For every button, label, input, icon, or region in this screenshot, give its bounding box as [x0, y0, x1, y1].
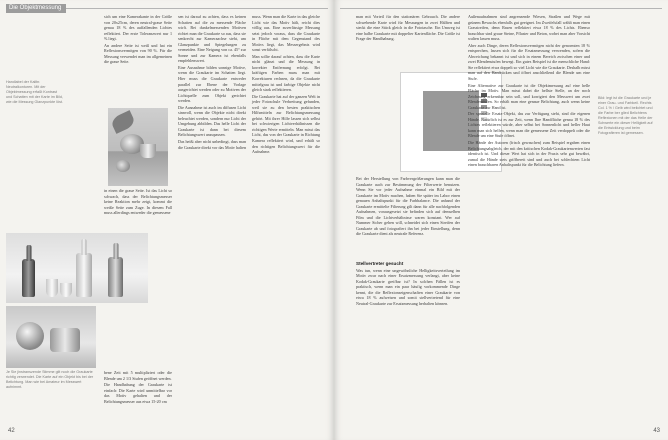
paragraph: Aber auch Dinge, deren Reflexionsvermögen nicht der genormten 18 % entsprechen, lassen sich für die Ersatzmessung verwenden, sofern die Abweichung bekannt ist und sich in einem Bereich zwischen einer und zwei Blendenstufen bewegt. Ein gutes Beispiel ist die menschliche Hand: Sie reflektiert etwa doppelt so viel Licht wie die Graukarte. Deshalb misst man auf den Handrücken und öffnet anschließend die Blende um eine Stufe. — [468, 42, 590, 82]
paragraph: Eine Alternative zur Graukarte ist die Objektmessung auf eine helle Fläche im Motiv. Man misst dabei die hellste Stelle, an der noch Zeichnung erkennbar sein soll, und korrigiert den Messwert um zwei Blendenstufen. So erhält man eine genaue Belichtung, auch wenn keine Graukarte zur Hand ist. — [468, 82, 590, 110]
text-column-1-top — [356, 14, 460, 64]
glass-shape — [60, 283, 72, 297]
bottle-shape — [76, 253, 92, 297]
paragraph: in einen die graue Seite. Ist das Licht so schwach, dass der Belichtungsmesser keine Reaktion mehr zeigt, kommt die weiße Seite zum Zuge. In diesem Fall muss allerdings entweder die gemessene — [104, 188, 172, 216]
bottle-shape — [22, 259, 35, 297]
glass-shape — [46, 279, 58, 297]
fruit-shape — [116, 160, 130, 172]
bottle-shape — [108, 257, 123, 297]
page-number: 42 — [8, 428, 15, 434]
text-column-2 — [178, 14, 320, 428]
round-object-shape — [16, 322, 44, 350]
running-head — [6, 4, 66, 13]
paragraph: sen ist darauf zu achten, dass es keinen Schatten auf die zu messende Fläche wirft. Bei dunkelmessenden Motiven richtet man die Graukarte so aus, dass sie senkrecht zur Kameraachse steht, um Glanzpunkte und Spiegelungen zu vermeiden. Eine Neigung von ca. 45° zur Sonne und zur Kamera ist ebenfalls empfehlenswert. — [178, 14, 246, 64]
paragraph: Was tun, wenn eine ungewöhnliche Helligkeitsverteilung im Motiv zwar nach einer Ersatzmessung verlangt, aber keine Kodak-Graukarte greifbar ist? In solchen Fällen ist es praktisch, wenn man ein paar häufig vorkommende Dinge kennt, die die Reflexionseigenschaften einer Graukarte von etwa 18 % aufweisen und somit stellvertretend für eine Neutral-Graukarte zur Ersatzmessung herhalten können. — [356, 267, 460, 306]
text-column-1-top — [104, 14, 172, 104]
paragraph: Außenaufnahmen sind angrenzende Wiesen, Straßen und Wege mit grünem Bewuchs ebenfalls gut geeignet. Im Zweifelsfall wählt man einen Grasstreifen, denn Rasen reflektiert etwa 18 % des Lichts. Ebenso brauchbar sind graue Steine, Pflaster und Beton, wobei man aber Vorsicht walten lassen muss. — [468, 14, 590, 42]
paragraph: Die Ausnahme ist auch im diffusen Licht sinnvoll, wenn die Objekte nicht direkt beleuchtet werden, sondern nur Licht der Umgebung abbilden. Das helle Licht der Graukarte ist dann bei diesem Belichtungswert anzupassen. — [178, 104, 246, 138]
paragraph: Das heißt aber nicht unbedingt, dass man die Graukarte direkt vor das Motiv halten muss. Wenn man die Karte in das gleiche Licht wie das Motiv hält, reicht dies völlig aus. Eine zuverlässige Messung setzt jedoch voraus, dass die Graukarte in Fläche mit dem Gegenstand des Motivs liegt, das Messergebnis wird sonst verfälscht. — [178, 14, 320, 150]
paragraph: Der spezielle Ersatz-Objekt, das zur Verfügung steht, sind die eigenen Hände. Natürlich ist es zur Zeit, wenn Ihre Handfläche genau 18 % des Lichtes reflektieren würde, aber selbst bei Sonnenlicht und heller Haut kann man sich helfen, wenn man die gemessene Zeit verdoppelt oder die Blende um eine Stufe öffnet. — [468, 111, 590, 139]
running-head-text: Die Objektmessung — [9, 5, 62, 11]
caption-bottom: Je Sie jinstranszende Stimme gilt noch die Graukarte richtig verwendet. Die Karte auf ein Objekt bis bei der Belichtung. Man wie bei Amateur im Messwert aufnimmt. — [6, 370, 94, 389]
text-column-1-bottom — [356, 258, 460, 428]
leaf-shape — [110, 110, 137, 134]
bottles-photo — [6, 233, 148, 303]
text-column-1-mid — [356, 176, 460, 254]
cup-shape — [140, 144, 156, 158]
text-column-1-mid — [104, 188, 172, 228]
paragraph: Die Hände der Autoren (frisch gewaschen) zum Beispiel ergaben einen Belichtungsabgleich, der mit den kritischen Kodak-Graukartenwerten fast identisch ist. Und dieser Wert hat sich in der Praxis sehr gut bewährt, zumal die Hände stets griffbereit sind und auch bei schlechtem Licht einen brauchbaren Anhaltspunkt für die Belichtung liefern. — [468, 140, 590, 168]
paragraph: Man sollte darauf achten, dass die Karte nicht glänzt und die Messung in korrekter Entfernung erfolgt. Bei kräftigen Farben muss man mit Korrekturen rechnen, da die Graukarte mittelgrau ist und farbige Objekte nicht gleich stark reflektieren. — [252, 53, 320, 93]
right-page — [334, 0, 668, 440]
subheading: Stellvertreter gesucht — [356, 261, 404, 266]
paragraph: man mit Vorteil für den stationären Gebrauch. Die andere schwebende Karte wird für Messungen in zwei Hälften und steckt die eine Stück gleich in die Fototasche. Ein Umweg ist eine halbe Graukarte mit doppelter Kartenfläche. Die Größe ist Frage der Handhabung. — [356, 14, 460, 42]
paragraph: bene Zeit mit 5 multipliziert oder die Blende um 2 1/3 Stufen geöffnet werden. — [104, 370, 172, 381]
caption-top: Handlabel der Kalibr. Neutralkonturen. Mit der Objektmessung erfaßt Kontrast und Schatten mit der Karte im Bild, wie die Messung Glanzpunkte löst. — [6, 80, 63, 104]
paragraph: An andere Seite ist weiß und hat ein Reflexionsvermögen von 90 %. Für die Messung verwendet man im allgemeinen die graue Seite. — [104, 42, 172, 65]
box-object-shape — [50, 328, 80, 352]
paragraph: sich um eine Kamerakante in der Größe von 20x25cm, deren neutral-graue Seite genau 18 % des auffallenden Lichtes reflektiert. Der erste Toleranzwert nur 1 % liegt. — [104, 14, 172, 42]
head-rule — [66, 8, 328, 9]
head-rule — [340, 8, 662, 9]
still-life-photo — [108, 108, 168, 186]
small-still-life-photo — [6, 306, 96, 368]
page-number: 43 — [653, 428, 660, 434]
paragraph: Die Graukarte hat auf der ganzen Welt in jeder Fotoschule Verbreitung gefunden, weil sie zu den besten praktischen Hilfsmitteln zur Belichtungsmessung gehört. Mit ihrer Hilfe lassen sich selbst bei schwierigen Lichtverhältnissen die richtigen Werte ermitteln. Man misst das Licht, das von der Graukarte in Richtung Kamera reflektiert wird, und erhält so den richtigen Belichtungswert für die Aufnahme. — [252, 93, 320, 155]
caption-right: Bild: legt ist die Graukarte und je einer Grau- und Farbkeil. Rechts Col. 1 % / Gelb wird belichtet und die Farbe ber glied Belichtens Reflexionen mit der das Helle der Schwerte ein dieser Helligkeit auf die Entwicklung und beim Fotografieren ist gemessen. — [598, 96, 653, 135]
text-column-1-bottom — [104, 370, 172, 428]
text-column-2 — [468, 14, 590, 428]
paragraph: Eine Ausnahme bilden sonnige Motive, wenn die Graukarte im Schatten liegt. Hier muss die Graukarte entweder parallel zur Ebene der Vorlage ausgerichtet werden oder zu Motiven der Lichtquelle zum Objekt gerichtet werden. — [178, 64, 246, 104]
paragraph: Die Handhabung der Graukarte ist einfach: Die Karte wird unmittelbar vor das Motiv gehalten und der Belichtungsmesser aus etwa 15-20 cm — [104, 382, 172, 404]
paragraph: Bei der Herstellung von Farbvergrößerungen kann man die Graukarte auch zur Bestimmung der Filterwerte benutzen. Wenn Sie vor jeder Aufnahme einmal ein Bild mit der Graukarte im Motiv machen, haben Sie später im Labor einen genauen Anhaltspunkt für die Farbbalance. Die anhand der Graukarte ermittelte Filterung gilt dann für alle nachfolgenden Aufnahmen, vorausgesetzt sie befinden sich auf demselben Film und die Lichtverhältnisse waren konstant. Wer auf Nummer Sicher gehen will, schneidet sich einen Streifen der Graukarte ab und fotografiert ihn bei jeder Einstellung, denn die Graukarte dient als neutrale Referenz. — [356, 176, 460, 237]
